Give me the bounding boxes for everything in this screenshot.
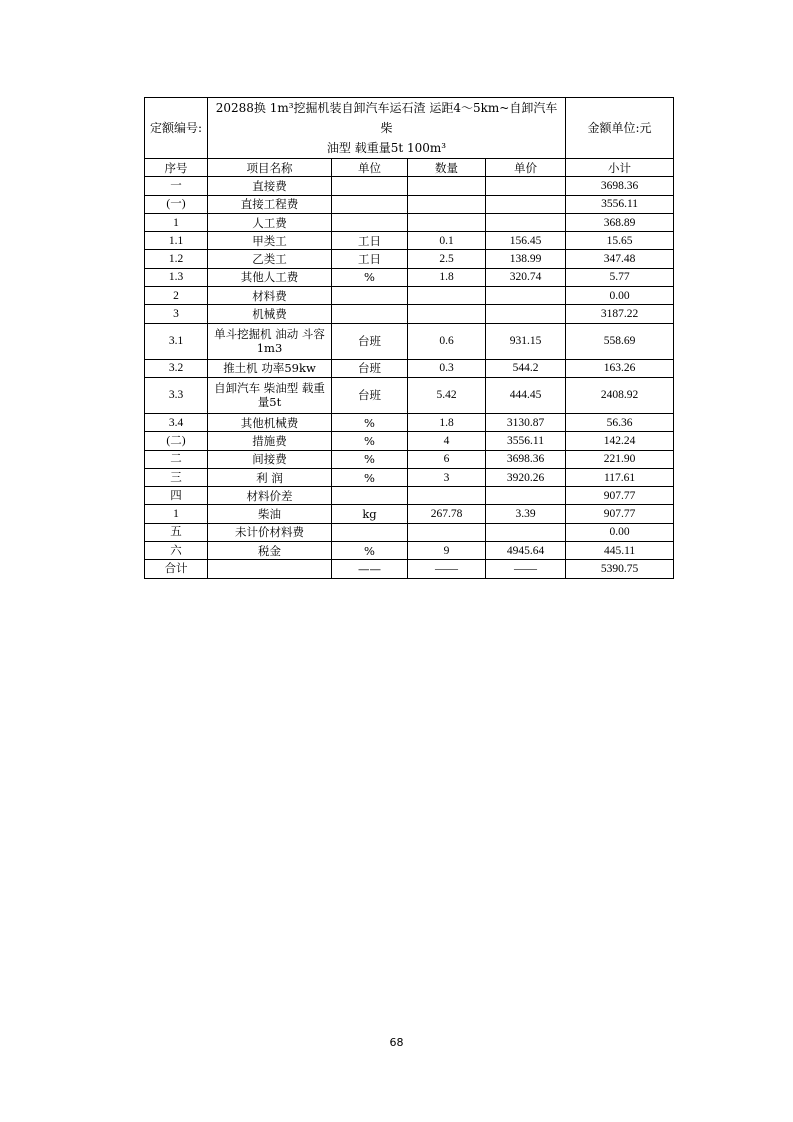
subtotal-cell: 3556.11 <box>566 195 674 213</box>
quantity-cell <box>408 305 486 323</box>
row-number-cell: 1.1 <box>145 232 208 250</box>
unit-price-cell: 156.45 <box>486 232 566 250</box>
unit-cell <box>332 177 408 195</box>
unit-price-cell <box>486 177 566 195</box>
unit-price-cell: 444.45 <box>486 377 566 413</box>
subtotal-cell: 558.69 <box>566 323 674 359</box>
unit-cell <box>332 305 408 323</box>
quantity-cell: 5.42 <box>408 377 486 413</box>
unit-price-cell: 138.99 <box>486 250 566 268</box>
subtotal-cell: 163.26 <box>566 359 674 377</box>
subtotal-cell: 347.48 <box>566 250 674 268</box>
table-row <box>145 450 674 468</box>
row-number-cell: 1.2 <box>145 250 208 268</box>
subtotal-cell: 221.90 <box>566 450 674 468</box>
item-name-cell: 直接费 <box>208 177 332 195</box>
item-name-cell: 其他人工费 <box>208 268 332 286</box>
row-number-cell: 3.4 <box>145 413 208 431</box>
unit-cell: 工日 <box>332 250 408 268</box>
unit-cell: % <box>332 268 408 286</box>
col-header-no: 序号 <box>145 159 208 177</box>
subtotal-cell: 0.00 <box>566 287 674 305</box>
row-number-cell: (一) <box>145 195 208 213</box>
row-number-cell: 3 <box>145 305 208 323</box>
item-name-cell: 甲类工 <box>208 232 332 250</box>
subtotal-cell: 3698.36 <box>566 177 674 195</box>
unit-cell: % <box>332 450 408 468</box>
quantity-cell: —— <box>408 560 486 578</box>
table-row <box>145 377 674 413</box>
table-row <box>145 432 674 450</box>
table-row <box>145 523 674 541</box>
item-name-cell: 间接费 <box>208 450 332 468</box>
quota-title-line-1: 20288换 1m³挖掘机装自卸汽车运石渣 运距4～5km~自卸汽车 柴 <box>215 101 558 135</box>
subtotal-cell: 56.36 <box>566 413 674 431</box>
subtotal-cell: 117.61 <box>566 468 674 486</box>
table-row <box>145 542 674 560</box>
table-row <box>145 487 674 505</box>
row-number-cell: 六 <box>145 542 208 560</box>
subtotal-cell: 5.77 <box>566 268 674 286</box>
unit-price-cell: 3.39 <box>486 505 566 523</box>
unit-price-cell <box>486 287 566 305</box>
quantity-cell: 9 <box>408 542 486 560</box>
quantity-cell <box>408 487 486 505</box>
unit-cell: % <box>332 413 408 431</box>
table-row <box>145 213 674 231</box>
quota-title-line-2: 油型 载重量5t 100m³ <box>326 141 447 155</box>
row-number-cell: 二 <box>145 450 208 468</box>
table-row <box>145 468 674 486</box>
item-name-cell: 措施费 <box>208 432 332 450</box>
col-header-subtotal: 小计 <box>566 159 674 177</box>
item-name-cell: 未计价材料费 <box>208 523 332 541</box>
unit-cell: kg <box>332 505 408 523</box>
quantity-cell: 1.8 <box>408 413 486 431</box>
quantity-cell <box>408 287 486 305</box>
table-row <box>145 323 674 359</box>
unit-cell: 台班 <box>332 359 408 377</box>
row-number-cell: 2 <box>145 287 208 305</box>
table-row <box>145 413 674 431</box>
table-row <box>145 287 674 305</box>
table-row <box>145 195 674 213</box>
quantity-cell: 0.6 <box>408 323 486 359</box>
total-row <box>145 560 674 578</box>
item-name-cell: 柴油 <box>208 505 332 523</box>
col-header-qty: 数量 <box>408 159 486 177</box>
unit-cell <box>332 523 408 541</box>
subtotal-cell: 368.89 <box>566 213 674 231</box>
item-name-cell: 材料价差 <box>208 487 332 505</box>
item-name-cell: 直接工程费 <box>208 195 332 213</box>
unit-price-cell: 3698.36 <box>486 450 566 468</box>
col-header-unit: 单位 <box>332 159 408 177</box>
unit-cell: —— <box>332 560 408 578</box>
item-name-cell: 人工费 <box>208 213 332 231</box>
row-number-cell: 3.1 <box>145 323 208 359</box>
item-name-cell: 单斗挖掘机 油动 斗容1m3 <box>208 323 332 359</box>
table-row <box>145 268 674 286</box>
unit-price-cell: 3130.87 <box>486 413 566 431</box>
quantity-cell <box>408 195 486 213</box>
row-number-cell: 四 <box>145 487 208 505</box>
amount-unit-label: 金额单位:元 <box>566 98 674 159</box>
item-name-cell: 自卸汽车 柴油型 载重量5t <box>208 377 332 413</box>
page-number: 68 <box>389 1036 404 1049</box>
unit-price-cell: 320.74 <box>486 268 566 286</box>
row-number-cell: 1 <box>145 505 208 523</box>
quantity-cell: 2.5 <box>408 250 486 268</box>
unit-price-cell <box>486 195 566 213</box>
row-number-cell: 3.2 <box>145 359 208 377</box>
row-number-cell: 三 <box>145 468 208 486</box>
subtotal-cell: 907.77 <box>566 505 674 523</box>
quota-cost-table <box>144 97 674 579</box>
unit-cell: 工日 <box>332 232 408 250</box>
row-number-cell: 3.3 <box>145 377 208 413</box>
table-row <box>145 232 674 250</box>
table-row <box>145 305 674 323</box>
quantity-cell: 1.8 <box>408 268 486 286</box>
table-row <box>145 505 674 523</box>
unit-price-cell <box>486 487 566 505</box>
item-name-cell: 利 润 <box>208 468 332 486</box>
col-header-price: 单价 <box>486 159 566 177</box>
subtotal-cell: 2408.92 <box>566 377 674 413</box>
unit-price-cell: 931.15 <box>486 323 566 359</box>
item-name-cell: 乙类工 <box>208 250 332 268</box>
row-number-cell: 五 <box>145 523 208 541</box>
subtotal-cell: 3187.22 <box>566 305 674 323</box>
quantity-cell <box>408 177 486 195</box>
quota-title <box>208 98 566 159</box>
table-row <box>145 359 674 377</box>
quantity-cell: 0.1 <box>408 232 486 250</box>
quantity-cell: 3 <box>408 468 486 486</box>
item-name-cell: 税金 <box>208 542 332 560</box>
quantity-cell: 4 <box>408 432 486 450</box>
column-header-row <box>145 159 674 177</box>
table-header-row <box>145 98 674 159</box>
unit-cell <box>332 487 408 505</box>
item-name-cell <box>208 560 332 578</box>
unit-cell: 台班 <box>332 377 408 413</box>
unit-cell <box>332 213 408 231</box>
quantity-cell: 6 <box>408 450 486 468</box>
row-number-cell: 1 <box>145 213 208 231</box>
subtotal-cell: 445.11 <box>566 542 674 560</box>
unit-price-cell: 3920.26 <box>486 468 566 486</box>
subtotal-cell: 0.00 <box>566 523 674 541</box>
table-row <box>145 250 674 268</box>
unit-cell: % <box>332 542 408 560</box>
unit-price-cell <box>486 213 566 231</box>
item-name-cell: 材料费 <box>208 287 332 305</box>
subtotal-cell: 142.24 <box>566 432 674 450</box>
row-number-cell: 一 <box>145 177 208 195</box>
unit-price-cell <box>486 523 566 541</box>
unit-cell: % <box>332 432 408 450</box>
unit-cell <box>332 287 408 305</box>
col-header-name: 项目名称 <box>208 159 332 177</box>
unit-price-cell: 544.2 <box>486 359 566 377</box>
unit-cell: 台班 <box>332 323 408 359</box>
row-number-cell: (二) <box>145 432 208 450</box>
subtotal-cell: 15.65 <box>566 232 674 250</box>
subtotal-cell: 5390.75 <box>566 560 674 578</box>
unit-price-cell: —— <box>486 560 566 578</box>
quantity-cell <box>408 213 486 231</box>
item-name-cell: 机械费 <box>208 305 332 323</box>
subtotal-cell: 907.77 <box>566 487 674 505</box>
item-name-cell: 推土机 功率59kw <box>208 359 332 377</box>
quantity-cell: 0.3 <box>408 359 486 377</box>
quantity-cell <box>408 523 486 541</box>
item-name-cell: 其他机械费 <box>208 413 332 431</box>
unit-price-cell <box>486 305 566 323</box>
row-number-cell: 1.3 <box>145 268 208 286</box>
row-number-cell: 合计 <box>145 560 208 578</box>
quota-code-label: 定额编号: <box>145 98 208 159</box>
unit-price-cell: 3556.11 <box>486 432 566 450</box>
unit-cell <box>332 195 408 213</box>
unit-cell: % <box>332 468 408 486</box>
quantity-cell: 267.78 <box>408 505 486 523</box>
table-row <box>145 177 674 195</box>
unit-price-cell: 4945.64 <box>486 542 566 560</box>
